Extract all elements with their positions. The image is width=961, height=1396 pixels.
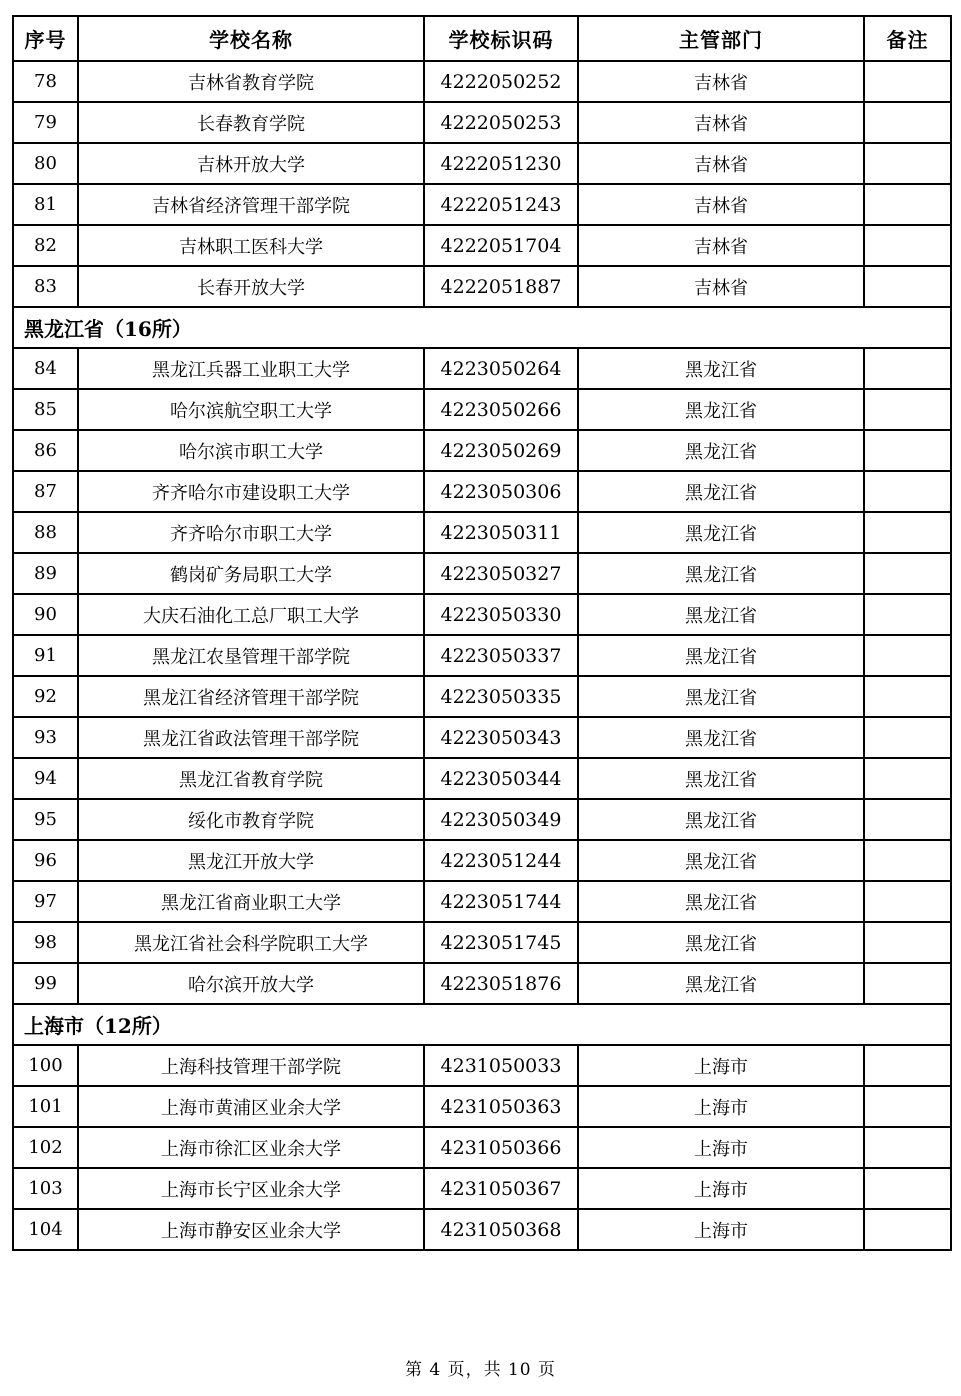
col-header-serial-number: 序号 [13,16,78,61]
school-code-cell: 4223050344 [424,758,578,799]
school-code-cell: 4223051876 [424,963,578,1004]
department-cell: 黑龙江省 [578,512,864,553]
note-cell [864,676,951,717]
note-cell [864,717,951,758]
department-cell: 黑龙江省 [578,389,864,430]
department-cell: 黑龙江省 [578,881,864,922]
table-row [13,922,951,963]
department-cell: 上海市 [578,1045,864,1086]
table-row [13,881,951,922]
row-number-cell: 104 [13,1209,78,1250]
school-name-cell: 黑龙江省政法管理干部学院 [78,717,424,758]
table-row [13,266,951,307]
row-number-cell: 90 [13,594,78,635]
col-header-school-name: 学校名称 [78,16,424,61]
note-cell [864,1045,951,1086]
row-number-cell: 93 [13,717,78,758]
table-row [13,1045,951,1086]
school-name-cell: 上海市黄浦区业余大学 [78,1086,424,1127]
row-number-cell: 97 [13,881,78,922]
row-number-cell: 80 [13,143,78,184]
school-code-cell: 4223050330 [424,594,578,635]
school-name-cell: 黑龙江农垦管理干部学院 [78,635,424,676]
note-cell [864,840,951,881]
row-number-cell: 91 [13,635,78,676]
note-cell [864,963,951,1004]
school-list-table [12,15,952,1251]
school-name-cell: 黑龙江省社会科学院职工大学 [78,922,424,963]
school-code-cell: 4223050337 [424,635,578,676]
department-cell: 上海市 [578,1209,864,1250]
table-row [13,1127,951,1168]
school-code-cell: 4223050311 [424,512,578,553]
row-number-cell: 95 [13,799,78,840]
row-number-cell: 102 [13,1127,78,1168]
department-cell: 黑龙江省 [578,758,864,799]
department-cell: 上海市 [578,1086,864,1127]
table-row [13,717,951,758]
school-name-cell: 黑龙江省商业职工大学 [78,881,424,922]
school-code-cell: 4223050327 [424,553,578,594]
school-name-cell: 鹤岗矿务局职工大学 [78,553,424,594]
school-code-cell: 4222051704 [424,225,578,266]
table-row [13,799,951,840]
department-cell: 黑龙江省 [578,348,864,389]
table-row [13,61,951,102]
note-cell [864,922,951,963]
department-cell: 吉林省 [578,143,864,184]
row-number-cell: 88 [13,512,78,553]
school-name-cell: 吉林省教育学院 [78,61,424,102]
school-name-cell: 长春开放大学 [78,266,424,307]
department-cell: 吉林省 [578,184,864,225]
note-cell [864,1168,951,1209]
school-code-cell: 4223050264 [424,348,578,389]
department-cell: 黑龙江省 [578,430,864,471]
school-code-cell: 4231050033 [424,1045,578,1086]
school-code-cell: 4222051887 [424,266,578,307]
section-header: 黑龙江省（16所） [13,307,951,348]
department-cell: 上海市 [578,1127,864,1168]
section-row [13,1004,951,1045]
table-body [13,61,951,1250]
row-number-cell: 85 [13,389,78,430]
school-name-cell: 哈尔滨市职工大学 [78,430,424,471]
school-code-cell: 4222051230 [424,143,578,184]
table-row [13,758,951,799]
note-cell [864,102,951,143]
note-cell [864,61,951,102]
note-cell [864,143,951,184]
table-row [13,840,951,881]
table-row [13,676,951,717]
table-row [13,143,951,184]
school-code-cell: 4231050363 [424,1086,578,1127]
school-code-cell: 4223050269 [424,430,578,471]
row-number-cell: 99 [13,963,78,1004]
school-name-cell: 齐齐哈尔市建设职工大学 [78,471,424,512]
school-code-cell: 4223051745 [424,922,578,963]
table-row [13,184,951,225]
page-indicator: 第 4 页，共 10 页 [404,1360,557,1380]
row-number-cell: 96 [13,840,78,881]
school-code-cell: 4223050306 [424,471,578,512]
section-row [13,307,951,348]
note-cell [864,1086,951,1127]
school-name-cell: 哈尔滨航空职工大学 [78,389,424,430]
school-name-cell: 吉林开放大学 [78,143,424,184]
school-name-cell: 上海科技管理干部学院 [78,1045,424,1086]
table-row [13,1086,951,1127]
table-row [13,512,951,553]
note-cell [864,430,951,471]
table-row [13,430,951,471]
col-header-supervising-department: 主管部门 [578,16,864,61]
note-cell [864,225,951,266]
row-number-cell: 82 [13,225,78,266]
note-cell [864,471,951,512]
school-name-cell: 上海市长宁区业余大学 [78,1168,424,1209]
school-code-cell: 4231050367 [424,1168,578,1209]
department-cell: 黑龙江省 [578,553,864,594]
table-row [13,225,951,266]
department-cell: 黑龙江省 [578,594,864,635]
table-row [13,963,951,1004]
school-name-cell: 齐齐哈尔市职工大学 [78,512,424,553]
school-name-cell: 吉林省经济管理干部学院 [78,184,424,225]
department-cell: 黑龙江省 [578,717,864,758]
department-cell: 黑龙江省 [578,799,864,840]
department-cell: 上海市 [578,1168,864,1209]
row-number-cell: 89 [13,553,78,594]
note-cell [864,1127,951,1168]
school-name-cell: 上海市徐汇区业余大学 [78,1127,424,1168]
note-cell [864,758,951,799]
note-cell [864,184,951,225]
school-code-cell: 4231050368 [424,1209,578,1250]
school-name-cell: 黑龙江兵器工业职工大学 [78,348,424,389]
table-header-row [13,16,951,61]
table-row [13,389,951,430]
row-number-cell: 100 [13,1045,78,1086]
note-cell [864,635,951,676]
row-number-cell: 78 [13,61,78,102]
department-cell: 黑龙江省 [578,471,864,512]
department-cell: 吉林省 [578,102,864,143]
table-row [13,594,951,635]
school-name-cell: 长春教育学院 [78,102,424,143]
row-number-cell: 103 [13,1168,78,1209]
row-number-cell: 83 [13,266,78,307]
table-row [13,471,951,512]
department-cell: 黑龙江省 [578,922,864,963]
school-name-cell: 吉林职工医科大学 [78,225,424,266]
department-cell: 黑龙江省 [578,963,864,1004]
row-number-cell: 84 [13,348,78,389]
school-code-cell: 4222050253 [424,102,578,143]
table-row [13,553,951,594]
row-number-cell: 86 [13,430,78,471]
school-code-cell: 4222050252 [424,61,578,102]
school-name-cell: 黑龙江省教育学院 [78,758,424,799]
note-cell [864,553,951,594]
school-code-cell: 4223050343 [424,717,578,758]
department-cell: 黑龙江省 [578,840,864,881]
school-code-cell: 4223051244 [424,840,578,881]
department-cell: 黑龙江省 [578,635,864,676]
department-cell: 吉林省 [578,225,864,266]
note-cell [864,881,951,922]
note-cell [864,389,951,430]
section-header: 上海市（12所） [13,1004,951,1045]
note-cell [864,348,951,389]
row-number-cell: 101 [13,1086,78,1127]
school-name-cell: 哈尔滨开放大学 [78,963,424,1004]
school-code-cell: 4222051243 [424,184,578,225]
note-cell [864,266,951,307]
school-code-cell: 4223050349 [424,799,578,840]
school-code-cell: 4223050266 [424,389,578,430]
row-number-cell: 87 [13,471,78,512]
school-name-cell: 黑龙江省经济管理干部学院 [78,676,424,717]
note-cell [864,1209,951,1250]
row-number-cell: 92 [13,676,78,717]
row-number-cell: 94 [13,758,78,799]
row-number-cell: 81 [13,184,78,225]
row-number-cell: 79 [13,102,78,143]
col-header-school-code: 学校标识码 [424,16,578,61]
note-cell [864,799,951,840]
table-row [13,635,951,676]
note-cell [864,512,951,553]
table-row [13,1168,951,1209]
department-cell: 吉林省 [578,61,864,102]
school-code-cell: 4223050335 [424,676,578,717]
table-row [13,348,951,389]
school-code-cell: 4231050366 [424,1127,578,1168]
school-name-cell: 黑龙江开放大学 [78,840,424,881]
table-row [13,1209,951,1250]
school-code-cell: 4223051744 [424,881,578,922]
note-cell [864,594,951,635]
school-name-cell: 上海市静安区业余大学 [78,1209,424,1250]
department-cell: 黑龙江省 [578,676,864,717]
row-number-cell: 98 [13,922,78,963]
col-header-remarks: 备注 [864,16,951,61]
school-name-cell: 大庆石油化工总厂职工大学 [78,594,424,635]
department-cell: 吉林省 [578,266,864,307]
table-row [13,102,951,143]
school-name-cell: 绥化市教育学院 [78,799,424,840]
